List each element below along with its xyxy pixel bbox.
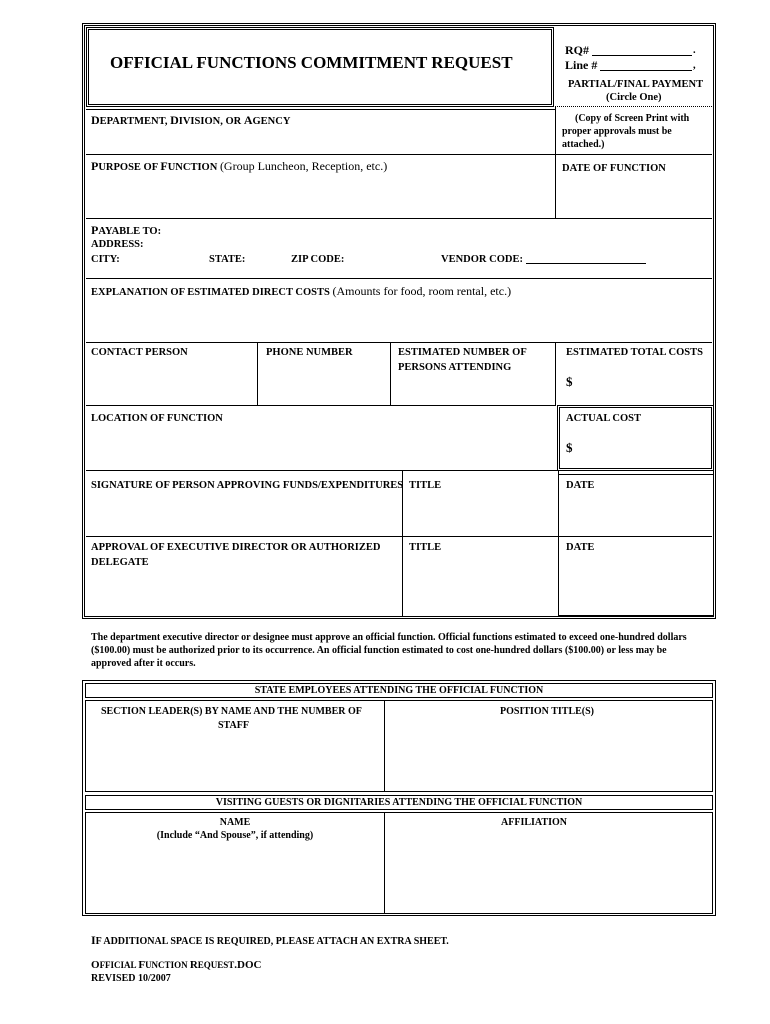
department-label: DEPARTMENT, DIVISION, OR AGENCY [91, 113, 291, 127]
signature-title-label: TITLE [409, 480, 442, 491]
est-persons-label-1: ESTIMATED NUMBER OF [398, 347, 527, 358]
copy-note-3: attached.) [562, 139, 605, 150]
line-below-contact [86, 405, 556, 406]
location-label: LOCATION OF FUNCTION [91, 413, 223, 424]
document-name: OFFICIAL FUNCTION REQUEST.DOC [91, 959, 262, 971]
actual-cost-label: ACTUAL COST [566, 413, 641, 424]
address-label: ADDRESS: [91, 239, 144, 250]
approval-label-1: APPROVAL OF EXECUTIVE DIRECTOR OR AUTHORIZED [91, 542, 381, 553]
vline-contact-2 [390, 342, 391, 405]
line-below-title [86, 109, 556, 110]
department-field[interactable] [86, 128, 552, 152]
rq-label: RQ# [565, 43, 589, 57]
line-below-explanation [86, 342, 712, 343]
location-field[interactable] [86, 428, 552, 468]
contact-person-label: CONTACT PERSON [91, 347, 188, 358]
rq-separator [557, 106, 712, 107]
zip-label: ZIP CODE: [291, 254, 345, 265]
rq-field[interactable] [592, 55, 692, 56]
approval-title-label: TITLE [409, 542, 442, 553]
employees-col1-2: STAFF [218, 720, 249, 731]
city-label: CITY: [91, 254, 120, 265]
guests-heading: VISITING GUESTS OR DIGNITARIES ATTENDING THE OFFICIAL FUNCTION [215, 797, 583, 808]
approval-date-label: DATE [566, 542, 595, 553]
line-end: , [693, 60, 696, 71]
date-of-function-label: DATE OF FUNCTION [562, 163, 666, 174]
extra-space-note: IF ADDITIONAL SPACE IS REQUIRED, PLEASE ATTACH AN EXTRA SHEET. [91, 933, 449, 947]
vendor-code-field[interactable] [526, 263, 646, 264]
circle-note: (Circle One) [606, 92, 662, 103]
line-below-purpose [86, 218, 712, 219]
est-total-field[interactable] [578, 372, 708, 400]
actual-cost-dollar: $ [566, 440, 573, 455]
guests-col2: AFFILIATION [501, 817, 567, 828]
signature-date-label: DATE [566, 480, 595, 491]
signature-label: SIGNATURE OF PERSON APPROVING FUNDS/EXPENDITURES [91, 480, 404, 491]
purpose-label: PURPOSE OF FUNCTION (Group Luncheon, Reception, etc.) [91, 159, 388, 173]
copy-note-2: proper approvals must be [562, 126, 672, 137]
employees-heading: STATE EMPLOYEES ATTENDING THE OFFICIAL FUNCTION [254, 685, 544, 696]
explanation-label: EXPLANATION OF ESTIMATED DIRECT COSTS (Amounts for food, room rental, etc.) [91, 284, 512, 298]
guests-col1-2: (Include “And Spouse”, if attending) [156, 830, 314, 841]
state-label: STATE: [209, 254, 246, 265]
copy-note-1: (Copy of Screen Print with [575, 113, 690, 124]
approval-label-2: DELEGATE [91, 557, 149, 568]
vendor-code-label: VENDOR CODE: [441, 254, 523, 265]
est-persons-label-2: PERSONS ATTENDING [398, 362, 512, 373]
line-field[interactable] [600, 70, 692, 71]
est-total-dollar: $ [566, 374, 573, 389]
actual-cost-field[interactable] [578, 438, 708, 466]
line-below-payable [86, 278, 712, 279]
payment-label: PARTIAL/FINAL PAYMENT [568, 79, 704, 90]
employees-col1-1: SECTION LEADER(S) BY NAME AND THE NUMBER OF [101, 706, 362, 717]
line-below-department [86, 154, 712, 155]
rq-end: . [693, 45, 696, 56]
revised-date: REVISED 10/2007 [91, 973, 171, 984]
approval-notice: The department executive director or designee must approve an official function. Official functions estimated to exceed one-hundred dollars ($100.00) must be authorized prior to its occurrence. An official function estimated to cost one-hundred dollars ($100.00) or less may be approved after it occurs. [91, 632, 687, 669]
vline-contact-3 [555, 342, 556, 405]
vline-contact-1 [257, 342, 258, 405]
employees-col2: POSITION TITLE(S) [500, 706, 595, 717]
guests-col1-1: NAME [219, 817, 251, 828]
purpose-field[interactable] [86, 176, 552, 216]
vline-dept-purpose [555, 106, 556, 218]
employees-divider [384, 700, 385, 792]
phone-number-label: PHONE NUMBER [266, 347, 353, 358]
line-label: Line # [565, 58, 598, 72]
explanation-field[interactable] [86, 300, 710, 340]
est-total-label: ESTIMATED TOTAL COSTS [566, 347, 703, 358]
date-of-function-field[interactable] [558, 176, 710, 216]
payable-label: PAYABLE TO: [91, 223, 162, 237]
form-title: OFFICIAL FUNCTIONS COMMITMENT REQUEST [110, 53, 513, 72]
